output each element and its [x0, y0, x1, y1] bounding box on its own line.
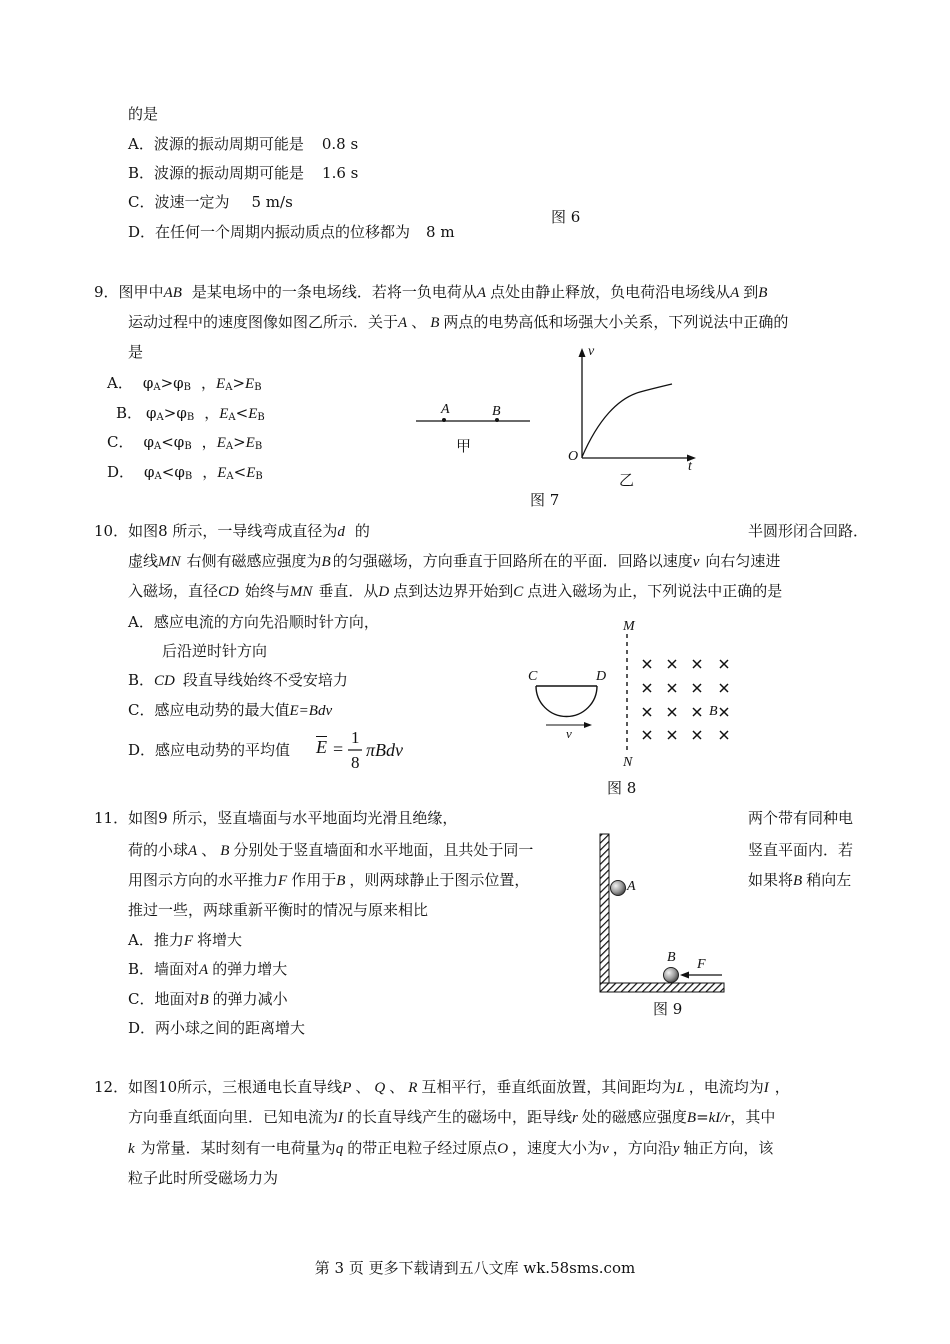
fig7-origin: O: [568, 449, 579, 464]
fig9-label-a: A: [627, 879, 636, 894]
q11-option-b: B．墙面对A 的弹力增大: [128, 960, 288, 978]
figure-8-caption: 图 8: [607, 779, 637, 797]
page-footer: 第 3 页 更多下载请到五八文库 wk.58sms.com: [314, 1259, 636, 1277]
q12-stem-line4: 粒子此时所受磁场力为: [128, 1169, 279, 1187]
q10-option-a-cont: 后沿逆时针方向: [162, 642, 268, 660]
q11-stem-line2: 荷的小球A 、 B 分别处于竖直墙面和水平地面，且共处于同一: [128, 841, 534, 859]
q12-stem-line1: 12．如图10所示，三根通电长直导线P 、 Q 、 R 互相平行，垂直纸面放置，其间距均为L ，电流均为I ，: [94, 1078, 790, 1096]
q10-option-d-numerator: 1: [351, 728, 360, 747]
q11-stem-line2-end: 竖直平面内．若: [748, 841, 854, 859]
figure-6-caption: 图 6: [551, 208, 581, 226]
fig7-label-a: A: [441, 402, 450, 417]
q10-option-c: C．感应电动势的最大值E=Bdv: [128, 701, 333, 719]
q10-option-d-e-bar: $\overline{E}$: [316, 737, 327, 757]
q11-stem-line3-end: 如果将B 稍向左: [748, 871, 852, 889]
figure-9-caption: 图 9: [653, 1000, 683, 1018]
q10-option-d-equals: =: [333, 739, 344, 759]
q10-stem-line3: 入磁场，直径CD 始终与MN 垂直．从D 点到达边界开始到C 点进入磁场为止，下列说法中正确的是: [128, 582, 783, 600]
q11-option-a: A．推力F 将增大: [128, 931, 243, 949]
q10-option-d-denominator: 8: [351, 753, 360, 772]
q10-stem-line1-end: 半圆形闭合回路．: [748, 522, 869, 540]
fig9-label-f: F: [697, 957, 706, 972]
fig7-axis-t: t: [688, 459, 692, 474]
q9-option-c: C． $\varphi_A<\varphi_B$ ，$E_A>E_B$: [107, 433, 263, 452]
fig8-label-b: B: [708, 702, 719, 722]
q9-option-b: B． $\varphi_A>\varphi_B$ ，$E_A<E_B$: [116, 404, 265, 423]
q11-stem-line1: 11．如图9 所示，竖直墙面与水平地面均光滑且绝缘，: [94, 809, 458, 827]
q9-option-d: D． $\varphi_A<\varphi_B$ ，$E_A<E_B$: [107, 463, 263, 482]
q10-option-b: B．CD 段直导线始终不受安培力: [128, 671, 348, 689]
q11-stem-line4: 推过一些，两球重新平衡时的情况与原来相比: [128, 901, 429, 919]
q9-stem-line2: 运动过程中的速度图像如图乙所示．关于A 、 B 两点的电势高低和场强大小关系，下列说法中正确的: [128, 313, 789, 331]
q10-option-a: A．感应电流的方向先沿顺时针方向，: [128, 613, 379, 631]
fig7-label-b: B: [492, 404, 501, 419]
fig7-jia-label: 甲: [456, 437, 472, 455]
q8-option-a: A．波源的振动周期可能是 0.8 s: [128, 135, 359, 153]
fig8-label-m: M: [623, 619, 635, 634]
q8-option-c: C．波速一定为 5 m/s: [128, 193, 293, 211]
fig8-label-n: N: [623, 755, 633, 770]
q9-stem-line3: 是: [128, 343, 144, 361]
figure-7-caption: 图 7: [530, 491, 560, 509]
fig7-axis-v: v: [588, 344, 595, 359]
q10-stem-line2: 虚线MN 右侧有磁感应强度为B 的匀强磁场，方向垂直于回路所在的平面．回路以速度v 向右匀速进: [128, 552, 781, 570]
q11-stem-line3: 用图示方向的水平推力F 作用于B ，则两球静止于图示位置，: [128, 871, 530, 889]
fig9-label-b: B: [667, 950, 676, 965]
q8-stem-tail: 的是: [128, 105, 159, 123]
q11-option-d: D．两小球之间的距离增大: [128, 1019, 306, 1037]
q11-stem-line1-end: 两个带有同种电: [748, 809, 854, 827]
q10-option-d-rest: πBdv: [366, 740, 404, 760]
fig8-label-v: v: [566, 726, 572, 741]
q10-option-d: D．感应电动势的平均值: [128, 741, 291, 759]
q12-stem-line3: k 为常量．某时刻有一电荷量为q 的带正电粒子经过原点O ，速度大小为v ，方向沿y 轴正方向，该: [128, 1139, 774, 1157]
q9-stem-line1: 9．图甲中AB 是某电场中的一条电场线．若将一负电荷从A 点处由静止释放，负电荷沿电场线从A 到B: [94, 283, 768, 301]
q8-option-b: B．波源的振动周期可能是 1.6 s: [128, 164, 359, 182]
q11-option-c: C．地面对B 的弹力减小: [128, 990, 288, 1008]
fig8-label-d: D: [596, 669, 607, 684]
q10-stem-line1: 10．如图8 所示，一导线弯成直径为d 的: [94, 522, 370, 540]
fig7-yi-label: 乙: [619, 471, 635, 489]
fig8-label-c: C: [528, 669, 538, 684]
q12-stem-line2: 方向垂直纸面向里．已知电流为I 的长直导线产生的磁场中，距导线r 处的磁感应强度B=kI/r，其中: [128, 1108, 776, 1126]
q9-option-a: A． $\varphi_A>\varphi_B$ ，$E_A>E_B$: [107, 374, 262, 393]
q8-option-d: D．在任何一个周期内振动质点的位移都为 8 m: [128, 223, 455, 241]
